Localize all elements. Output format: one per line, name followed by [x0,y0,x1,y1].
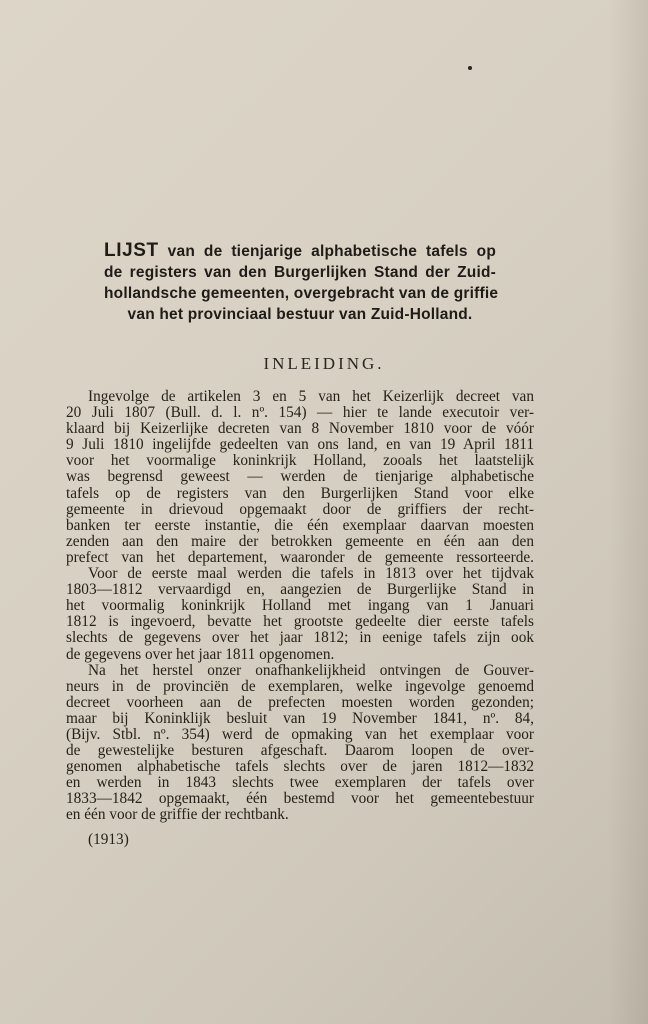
body-line: klaard bij Keizerlijke decreten van 8 November 1810 voor de vóór [66,420,534,438]
body-line: het voormalig koninkrijk Holland met ingang van 1 Januari [66,597,534,615]
body-line: Voor de eerste maal werden die tafels in 1813 over het tijdvak [88,565,534,583]
body-line: (Bijv. Stbl. nº. 354) werd de opmaking van het exemplaar voor [66,725,534,743]
body-line: genomen alphabetische tafels slechts over de jaren 1812—1832 [66,758,534,776]
section-heading: INLEIDING. [263,354,385,373]
title-line: de registers van den Burgerlijken Stand der Zuid- [104,264,496,281]
body-line: de gegevens over het jaar 1811 opgenomen. [66,645,335,663]
title-line: van het provinciaal bestuur van Zuid-Holland. [127,306,473,323]
title-lead-word: LIJST [104,240,159,261]
body-line: banken ter eerste instantie, die één exemplaar daarvan moesten [66,516,534,534]
body-line: 1812 is ingevoerd, bevatte het grootste gedeelte dier eerste tafels [66,613,534,631]
body-line: 20 Juli 1807 (Bull. d. l. nº. 154) — hier te lande executoir ver- [66,404,534,422]
body-line: 1833—1842 opgemaakt, één bestemd voor het gemeentebestuur [66,790,534,808]
body-line: maar bij Koninklijk besluit van 19 November 1841, nº. 84, [66,709,534,727]
body-line: prefect van het departement, waaronder de gemeente ressorteerde. [66,548,534,566]
body-line: en werden in 1843 slechts twee exemplaren der tafels over [66,774,534,792]
body-line: Ingevolge de artikelen 3 en 5 van het Keizerlijk decreet van [88,388,534,405]
body-line: Na het herstel onzer onafhankelijkheid ontvingen de Gouver- [88,661,534,679]
body-line: neurs in de provinciën de exemplaren, welke ingevolge genoemd [66,677,534,695]
body-line: 1803—1812 vervaardigd en, aangezien de Burgerlijke Stand in [66,581,534,599]
page-shadow [608,0,648,1024]
document-title [104,240,499,325]
body-line: decreet voorheen aan de prefecten moesten worden gezonden; [66,693,534,711]
body-line: slechts de gegevens over het jaar 1812; in eenige tafels zijn ook [66,629,534,647]
title-line-text: van de tienjarige alphabetische tafels op [167,243,497,260]
body-line: tafels op de registers van den Burgerlijken Stand voor elke [66,484,534,502]
ink-speck [468,66,472,70]
body-line: zenden aan den maire der betrokken gemeente en één aan den [66,532,534,550]
body-line: gemeente in drievoud opgemaakt door de griffiers der recht- [66,500,534,518]
body-line: voor het voormalige koninkrijk Holland, zooals het laatstelijk [66,452,534,470]
publication-date: (1913) [88,831,129,848]
title-line [104,240,496,262]
body-line: en één voor de griffie der rechtbank. [66,806,289,824]
introduction-body [66,389,534,824]
body-line: was begrensd geweest — werden de tienjarige alphabetische [66,468,534,486]
body-line: de gewestelijke besturen afgeschaft. Daarom loopen de over- [66,742,534,760]
body-line: 9 Juli 1810 ingelijfde gedeelten van ons land, en van 19 April 1811 [66,436,534,454]
title-line: hollandsche gemeenten, overgebracht van de griffie [104,285,499,302]
